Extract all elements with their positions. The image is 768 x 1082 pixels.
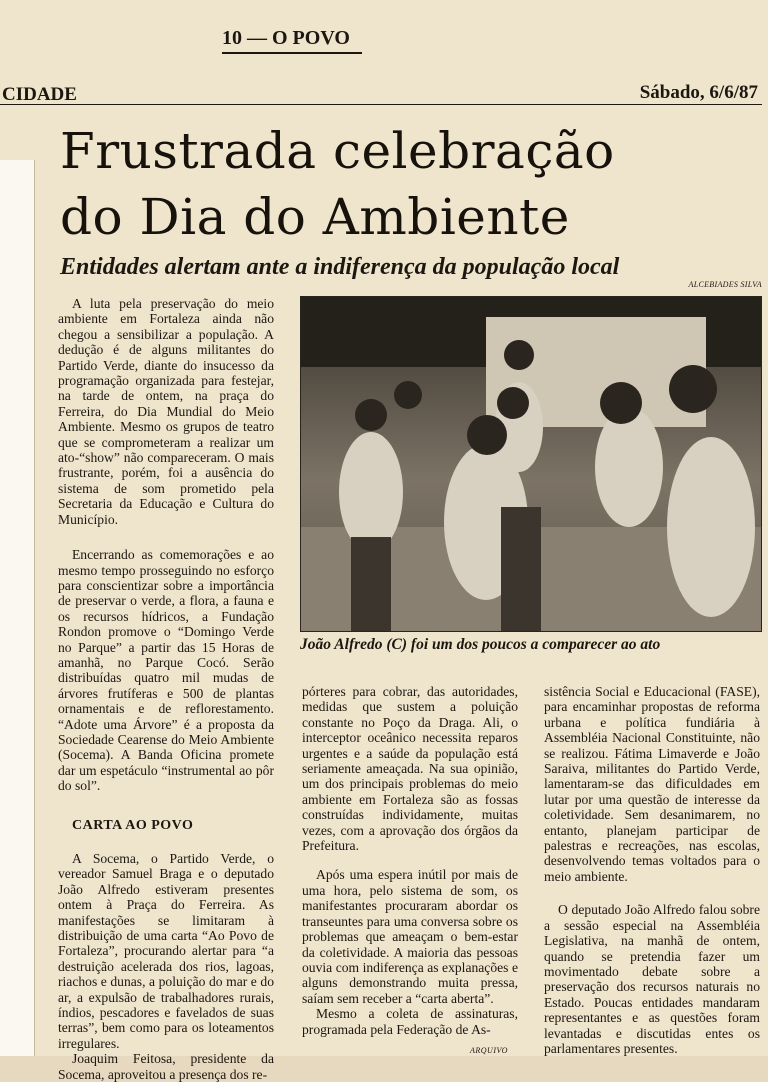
paragraph: sistência Social e Educacional (FASE), para encaminhar propostas de reforma urbana e política fundiária à Assembléia Nacional Constituinte, não se realizou. Fátima Limaverde e João Saraiva, militantes do Partido Verde, lamentaram-se das dificuldades em lutar por uma questão de interesse da coletividade. Sem desanimarem, no entanto, planejam participar de palestras e recreações, nas escolas, desenvolvendo temas voltados para o meio ambiente. [544, 684, 760, 884]
photo-illustration [301, 297, 761, 631]
photo-caption: João Alfredo (C) foi um dos poucos a comparecer ao ato [300, 636, 661, 653]
paragraph: Mesmo a coleta de assinaturas, programada pela Federação de As- [302, 1006, 518, 1037]
issue-date: Sábado, 6/6/87 [639, 82, 758, 103]
paragraph: O deputado João Alfredo falou sobre a sessão especial na Assembléia Legislativa, na manhã de ontem, quando se pretendia fazer um movimentado debate sobre a preservação dos recursos naturais no Estado. Poucas entidades mandaram representantes e as questões foram levantadas e discutidas entes os parlamentares presentes. [544, 902, 760, 1056]
paragraph: A luta pela preservação do meio ambiente em Fortaleza ainda não chegou a sensibilizar a população. A dedução é de alguns militantes do Partido Verde, diante do insucesso da programação organizada para festejar, na tarde de ontem, na praça do Ferreira, do Dia Mundial do Meio Ambiente. Mesmo os grupos de teatro que se comprometeram a realizar um ato-“show” não compareceram. O mais frustrante, porém, foi a ausência do sistema de som prometido pela Secretaria da Educação e Cultura do Município. [58, 296, 274, 527]
paragraph: Após uma espera inútil por mais de uma hora, pelo sistema de som, os manifestantes procuraram abordar os transeuntes para uma conversa sobre os problemas que ameaçam o bem-estar da coletividade. A maioria das pessoas ouvia com indiferença as explanações e alguns demonstrando muita pressa, saíam sem receber a “carta aberta”. [302, 867, 518, 1006]
intertitle: CARTA AO POVO [72, 817, 194, 833]
header-rule [0, 104, 762, 105]
adjacent-page-edge [0, 160, 35, 1056]
headline-line-2: do Dia do Ambiente [60, 188, 570, 246]
subheadline: Entidades alertam ante a indiferença da população local [60, 254, 620, 280]
headline-line-1: Frustrada celebração [60, 122, 615, 180]
paragraph: pórteres para cobrar, das autoridades, medidas que sustem a poluição constante no Poço da Draga. Ali, o interceptor oceânico necessita reparos urgentes e a saúde da população está seriamente ameaçada. Na sua opinião, um dos principais problemas do meio ambiente em Fortaleza são as fossas construídas individamente, muitas vezes, com a aprovação dos órgãos da Prefeitura. [302, 684, 518, 854]
archive-credit: ARQUIVO [470, 1046, 508, 1055]
article-column-3 [544, 684, 760, 1056]
photo-credit: ALCEBIADES SILVA [688, 280, 762, 289]
headline [60, 118, 760, 250]
news-photo [300, 296, 762, 632]
paragraph: A Socema, o Partido Verde, o vereador Samuel Braga e o deputado João Alfredo estiveram presentes ontem à Praça do Ferreira. As manifestações se limitaram à distribuição de uma carta “Ao Povo de Fortaleza”, procurando alertar para “a destruição acelerada dos rios, lagoas, riachos e dunas, a poluição do mar e do ar, a expulsão de trabalhadores rurais, índios, pescadores e favelados de suas terras”, bem como para os loteamentos irregulares. [58, 851, 274, 1051]
section-label: CIDADE [2, 84, 77, 105]
paragraph: Encerrando as comemorações e ao mesmo tempo prosseguindo no esforço para conscientizar sobre a importância de preservar o verde, a flora, a fauna e os recursos hídricos, a Fundação Rondon promove o “Domingo Verde no Parque” a partir das 15 Horas de amanhã, no Parque Cocó. Serão distribuídas quatro mil mudas de árvores frutíferas e 500 de plantas ornamentais e de reflorestamento. “Adote uma Árvore” é a proposta da Sociedade Cearense do Meio Ambiente (Socema). A Banda Oficina promete dar um espetáculo “instrumental ao pôr do sol”. [58, 547, 274, 794]
article-column-1 [58, 296, 274, 1082]
article-column-2 [302, 684, 518, 1037]
page-folio: 10 — O POVO [222, 26, 362, 54]
paragraph: Joaquim Feitosa, presidente da Socema, aproveitou a presença dos re- [58, 1051, 274, 1082]
